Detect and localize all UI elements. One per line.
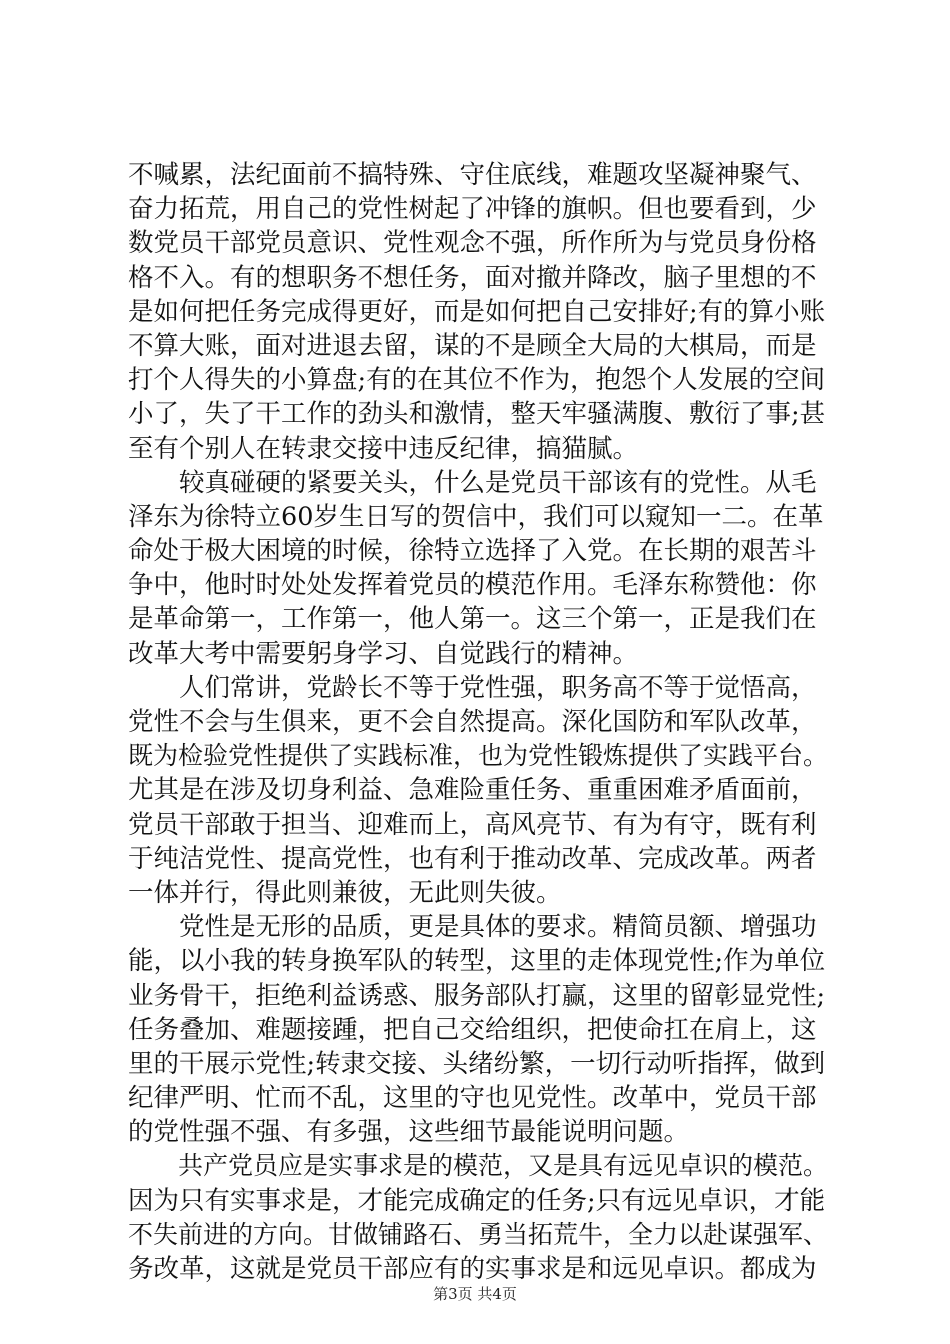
- text-line: 奋力拓荒，用自己的党性树起了冲锋的旗帜。但也要看到，少: [128, 194, 817, 225]
- text-line: 纪律严明、忙而不乱，这里的守也见党性。改革中，党员干部: [128, 1083, 817, 1114]
- text-line: 不失前进的方向。甘做铺路石、勇当拓荒牛，全力以赴谋强军、: [128, 1219, 829, 1249]
- text-line: 至有个别人在转隶交接中违反纪律，搞猫腻。: [128, 433, 639, 464]
- text-line: 争中，他时时处处发挥着党员的模范作用。毛泽东称赞他：你: [128, 570, 817, 601]
- text-line: 命处于极大困境的时候，徐特立选择了入党。在长期的艰苦斗: [128, 536, 817, 567]
- text-line: 共产党员应是实事求是的模范，又是具有远见卓识的模范。: [128, 1151, 829, 1181]
- text-line: 党性不会与生俱来，更不会自然提高。深化国防和军队改革，: [128, 707, 817, 737]
- text-line: 较真碰硬的紧要关头，什么是党员干部该有的党性。从毛: [128, 467, 817, 498]
- text-line: 务改革，这就是党员干部应有的实事求是和远见卓识。都成为: [128, 1254, 817, 1284]
- text-line: 数党员干部党员意识、党性观念不强，所作所为与党员身份格: [128, 228, 817, 259]
- text-line: 既为检验党性提供了实践标准，也为党性锻炼提供了实践平台。: [128, 741, 829, 771]
- text-line: 小了，失了干工作的劲头和激情，整天牢骚满腹、敷衍了事;甚: [128, 399, 826, 430]
- text-line: 格不入。有的想职务不想任务，面对撤并降改，脑子里想的不: [128, 262, 817, 293]
- text-line: 是如何把任务完成得更好，而是如何把自己安排好;有的算小账: [128, 296, 826, 327]
- page-footer: 第3页 共4页: [433, 1285, 517, 1303]
- text-line: 于纯洁党性、提高党性，也有利于推动改革、完成改革。两者: [128, 843, 817, 874]
- text-line: 不算大账，面对进退去留，谋的不是顾全大局的大棋局，而是: [128, 330, 817, 361]
- text-line: 业务骨干，拒绝利益诱惑、服务部队打赢，这里的留彰显党性;: [128, 980, 826, 1011]
- text-line: 改革大考中需要躬身学习、自觉践行的精神。: [128, 638, 639, 669]
- text-line: 任务叠加、难题接踵，把自己交给组织，把使命扛在肩上，这: [128, 1014, 817, 1045]
- text-line: 打个人得失的小算盘;有的在其位不作为，抱怨个人发展的空间: [128, 365, 826, 396]
- text-line: 因为只有实事求是，才能完成确定的任务;只有远见卓识，才能: [128, 1185, 826, 1216]
- text-line: 的党性强不强、有多强，这些细节最能说明问题。: [128, 1117, 690, 1148]
- text-line: 不喊累，法纪面前不搞特殊、守住底线，难题攻坚凝神聚气、: [128, 160, 817, 190]
- text-line: 泽东为徐特立60岁生日写的贺信中，我们可以窥知一二。在革: [128, 501, 824, 532]
- text-line: 能，以小我的转身换军队的转型，这里的走体现党性;作为单位: [128, 946, 826, 977]
- text-line: 党员干部敢于担当、迎难而上，高风亮节、有为有守，既有利: [128, 809, 817, 840]
- text-line: 一体并行，得此则兼彼，无此则失彼。: [128, 877, 562, 908]
- document-body: [128, 158, 830, 1286]
- text-line: 是革命第一，工作第一，他人第一。这三个第一，正是我们在: [128, 604, 817, 635]
- text-line: 人们常讲，党龄长不等于党性强，职务高不等于觉悟高，: [128, 672, 817, 703]
- text-line: 党性是无形的品质，更是具体的要求。精简员额、增强功: [128, 912, 817, 943]
- text-line: 里的干展示党性;转隶交接、头绪纷繁，一切行动听指挥，做到: [128, 1048, 826, 1079]
- text-line: 尤其是在涉及切身利益、急难险重任务、重重困难矛盾面前，: [128, 775, 817, 806]
